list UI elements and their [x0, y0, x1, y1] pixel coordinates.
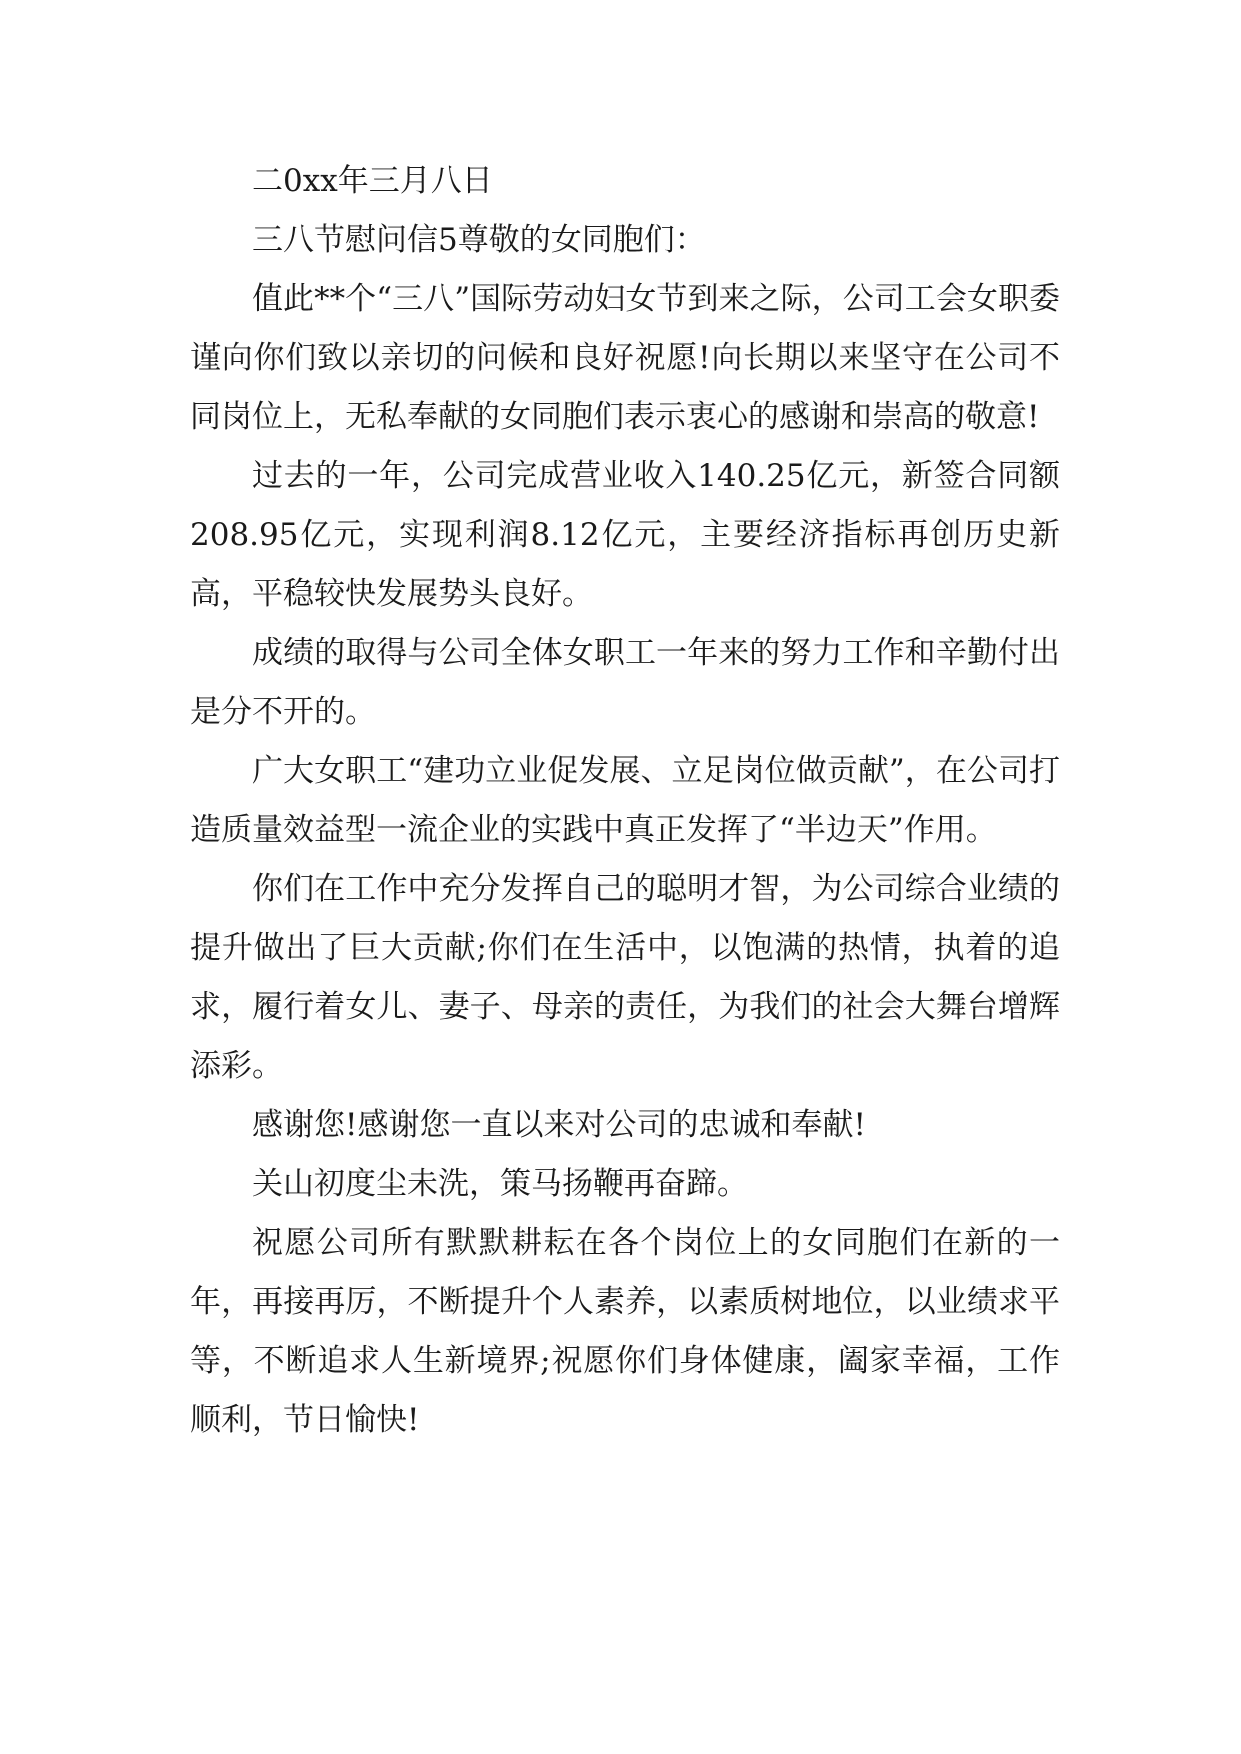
paragraph-achievement: 成绩的取得与公司全体女职工一年来的努力工作和辛勤付出是分不开的。 [190, 635, 1060, 730]
paragraph-performance: 过去的一年，公司完成营业收入140.25亿元，新签合同额208.95亿元，实现利润8.12亿元，主要经济指标再创历史新高，平稳较快发展势头良好。 [190, 458, 1060, 612]
letter-title-greeting: 三八节慰问信5尊敬的女同胞们： [252, 222, 706, 258]
paragraph-thanks: 感谢您!感谢您一直以来对公司的忠诚和奉献! [252, 1107, 866, 1143]
letter-body [190, 152, 1060, 1450]
paragraph-greeting: 值此**个“三八”国际劳动妇女节到来之际，公司工会女职委谨向你们致以亲切的问候和良好祝愿!向长期以来坚守在公司不同岗位上，无私奉献的女同胞们表示衷心的感谢和崇高的敬意! [190, 281, 1060, 435]
paragraph-work-life: 你们在工作中充分发挥自己的聪明才智，为公司综合业绩的提升做出了巨大贡献;你们在生活中，以饱满的热情，执着的追求，履行着女儿、妻子、母亲的责任，为我们的社会大舞台增辉添彩。 [190, 871, 1060, 1084]
date-line: 二0xx年三月八日 [252, 163, 493, 199]
paragraph-contribution: 广大女职工“建功立业促发展、立足岗位做贡献”，在公司打造质量效益型一流企业的实践中真正发挥了“半边天”作用。 [190, 753, 1060, 848]
paragraph-poem: 关山初度尘未洗，策马扬鞭再奋蹄。 [252, 1166, 748, 1202]
paragraph-wishes: 祝愿公司所有默默耕耘在各个岗位上的女同胞们在新的一年，再接再厉，不断提升个人素养，以素质树地位，以业绩求平等，不断追求人生新境界;祝愿你们身体健康，阖家幸福，工作顺利，节日愉快! [190, 1225, 1060, 1438]
